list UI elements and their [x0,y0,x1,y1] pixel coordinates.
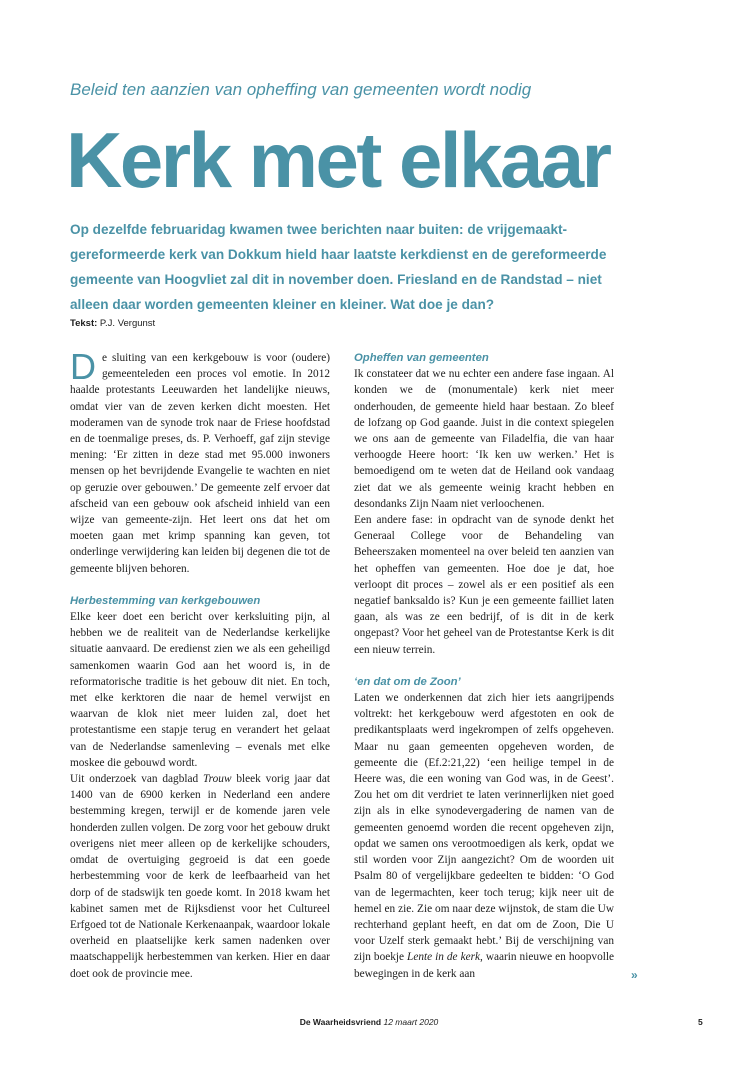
text-run: , waarin nieuwe en hoopvolle bewegingen in de kerk aan [354,951,615,980]
publication-date: 12 maart 2020 [383,1017,439,1027]
article-kicker: Beleid ten aanzien van opheffing van gemeenten wordt nodig [70,80,532,99]
subheading-opheffen: Opheffen van gemeenten [354,352,489,364]
page-footer [0,1017,738,1027]
subheading-herbestemming: Herbestemming van kerkgebouwen [70,594,261,607]
text-run: Laten we onderkennen dat zich hier iets aangrijpends voltrekt: het kerkgebouw werd afgestoten en ook de predikantsplaats werd ingekrompen of zelfs opgeheven. Maar nu gaan gemeenten opgeheven worden, de gemeente die (Ef.2:21,22) ‘een heilige tempel in de Heere was, die een woning van God was, in de Geest’. Zou het om dit verdriet te laten verinnerlijken niet goed zijn als in elke synodevergadering de namen van de gemeenten genoemd worden die recent opgeheven zijn, opdat we samen ons verootmoedigen als kerk, opdat we stil worden voor Zijn aangezicht? Om de woorden uit Psalm 80 of vergelijkbare gedeelten te bidden: ‘O God van de legermachten, keer toch terug; kijk neer uit de hemel en zie. Zie om naar deze wijnstok, de stam die Uw rechterhand geplant heeft, en dat om de Zoon, Die U voor Uzelf sterk gemaakt hebt.’ Bij de verschijning van zijn boekje [354,692,614,964]
continue-arrow-icon: » [631,968,638,982]
article-lead: Op dezelfde februaridag kwamen twee berichten naar buiten: de vrijgemaakt-gereformeerde kerk van Dokkum hield haar laatste kerkdienst en de gereformeerde gemeente van Hoogvliet zal dit in november doen. Friesland en de Randstad – niet alleen daar worden gemeenten kleiner en kleiner. Wat doe je dan? [70,222,607,312]
subheading-zoon: ‘en dat om de Zoon’ [354,675,461,688]
paragraph-intro-text: e sluiting van een kerkgebouw is voor (oudere) gemeenteleden een proces vol emotie. In 2012 haalde protestants Leeuwarden het landelijke nieuws, omdat vier van de zeven kerken dicht moesten. Het moderamen van de synode trok naar de Friese hoofdstad en de toenmalige preses, ds. P. Verhoeff, gaf zijn stevige mening: ‘Er zitten in deze stad met 95.000 inwoners mensen op het bevrijdende Evangelie te wachten en niet op geruzie over gebouwen.’ De gemeente zelf ervoer dat afscheid van een gebouw ook afscheid inhield van een wijze van gemeente-zijn. Het leert ons dat het om moeten gaan met krimp spanning kan geven, tot onderlinge verwijdering kan leiden bij degenen die tot de gemeente blijven behoren. [70,352,330,575]
paragraph-herbestemming-2 [70,771,330,982]
paragraph-intro [70,346,330,577]
byline-label: Tekst: [70,318,98,329]
text-run: bleek vorig jaar dat 1400 van de 6900 kerken in Nederland een andere bestemming kregen, terwijl er de komende jaren vele honderden zullen volgen. De zorg voor het gebouw drukt overigens niet meer alleen op de kerkelijke schouders, omdat de overtuiging gegroeid is dat een goede herbestemming voor de kerk de leefbaarheid van het dorp of de stadswijk ten goede komt. In 2018 kwam het kabinet samen met de Rijksdienst voor het Cultureel Erfgoed tot de Nationale Kerkenaanpak, waardoor lokale overheid en plaatselijke kerk samen nadenken over maatschappelijk herbestemmen van kerken. Hier en daar doet ook de provincie mee. [70,773,330,980]
article-title: Kerk met elkaar [66,116,610,204]
page-number: 5 [698,1017,703,1027]
byline [70,318,155,329]
text-run: Uit onderzoek van dagblad [70,773,204,786]
column-left [70,346,330,982]
column-right [354,350,614,982]
newspaper-name: Trouw [203,773,232,786]
drop-cap: D [70,346,96,387]
book-title: Lente in de kerk [407,951,481,964]
paragraph-opheffen-2: Een andere fase: in opdracht van de synode denkt het Generaal College voor de Behandeling van Beheerszaken momenteel na over beleid ten aanzien van het opheffen van gemeenten. Hoe doe je dat, hoe verloopt dit proces – zowel als er een positief als een negatief banksaldo is? Kun je een gemeente failliet laten gaan, als was ze een bedrijf, of is dit in de kerk ongepast? Voor het geheel van de Protestantse Kerk is dit een nieuw terrein. [354,514,614,656]
paragraph-herbestemming-1: Elke keer doet een bericht over kerksluiting pijn, al hebben we de realiteit van de Nederlandse kerkelijke situatie aanvaard. De eredienst zien we als een geheiligd samenkomen waarin God aan het woord is, in de reformatorische traditie is het gebouw dit niet. En toch, met elke kerktoren die naar de hemel verwijst en waarvan de klok niet meer luiden zal, doet het protestantisme een stapje terug en verandert het gelaat van de Nederlandse samenleving – evenals met elke moskee die gebouwd wordt. [70,611,330,769]
byline-author: P.J. Vergunst [99,318,156,329]
paragraph-zoon [354,690,614,982]
paragraph-opheffen-1: Ik constateer dat we nu echter een andere fase ingaan. Al konden we de (monumentale) kerk niet meer onderhouden, de gemeente hield haar bestaan. Zo bleef de lofzang op God gaande. Juist in die context spiegelen we ons aan de gemeente van Filadelfia, die van haar verhoogde Heere hoort: ‘Ik ken uw werken.’ Het is bemoedigend om te weten dat de Heiland ook vandaag ziet dat we als gemeente weinig kracht hebben en desondanks Zijn Naam niet verloochenen. [354,368,614,510]
publication-name: De Waarheidsvriend [299,1017,382,1027]
